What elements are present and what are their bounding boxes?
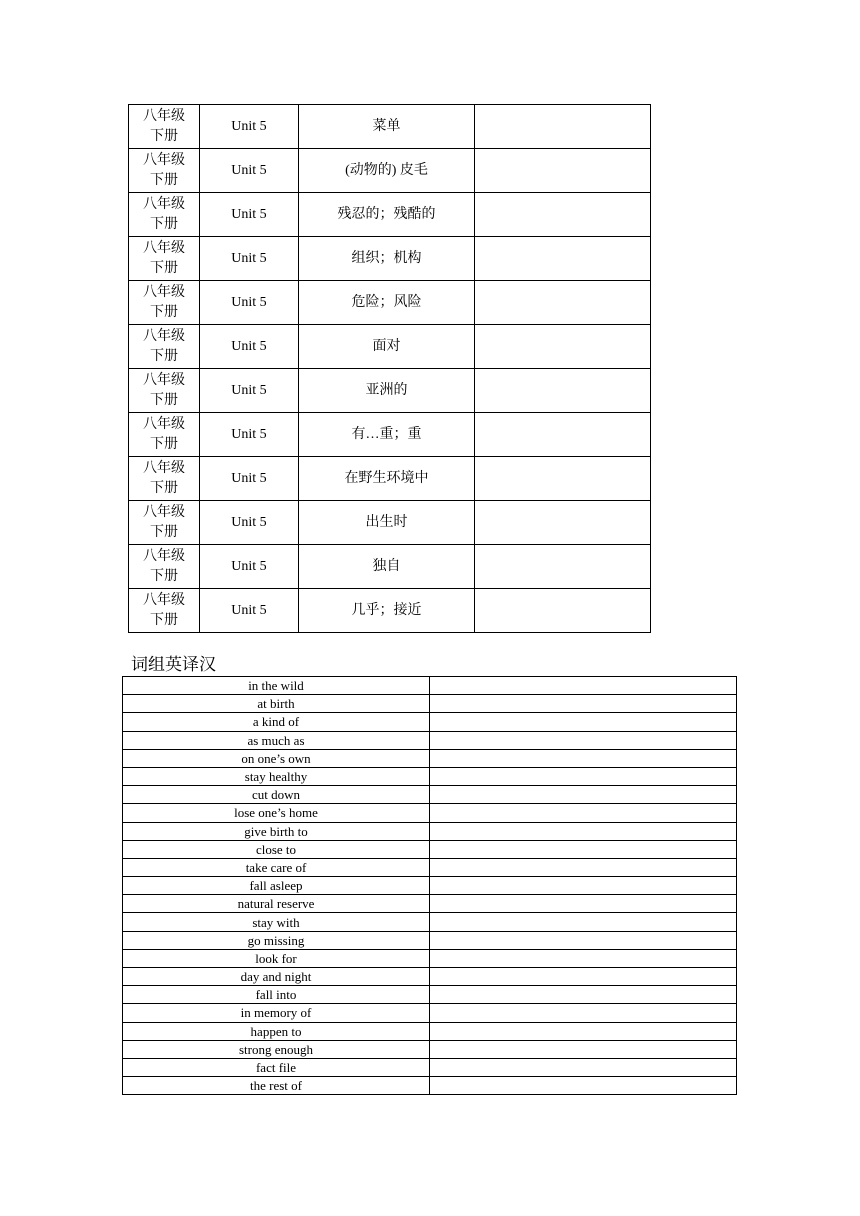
chinese-meaning-cell: 危险；风险 bbox=[299, 281, 475, 325]
phrase-row bbox=[123, 677, 737, 695]
english-phrase-cell: strong enough bbox=[123, 1040, 430, 1058]
vocab-row bbox=[129, 413, 651, 457]
phrase-translation-table bbox=[122, 676, 737, 1095]
vocab-row bbox=[129, 149, 651, 193]
grade-cell bbox=[129, 413, 200, 457]
chinese-answer-cell[interactable] bbox=[430, 1022, 737, 1040]
phrase-row bbox=[123, 822, 737, 840]
english-answer-cell[interactable] bbox=[475, 457, 651, 501]
english-phrase-cell: look for bbox=[123, 949, 430, 967]
chinese-answer-cell[interactable] bbox=[430, 786, 737, 804]
grade-line: 八年级 bbox=[143, 240, 185, 256]
unit-cell: Unit 5 bbox=[200, 237, 299, 281]
chinese-meaning-cell: 组织；机构 bbox=[299, 237, 475, 281]
chinese-answer-cell[interactable] bbox=[430, 895, 737, 913]
grade-line: 八年级 bbox=[143, 416, 185, 432]
unit-cell: Unit 5 bbox=[200, 413, 299, 457]
phrase-row bbox=[123, 986, 737, 1004]
unit-cell: Unit 5 bbox=[200, 545, 299, 589]
chinese-meaning-cell: 亚洲的 bbox=[299, 369, 475, 413]
chinese-answer-cell[interactable] bbox=[430, 968, 737, 986]
grade-line: 下册 bbox=[150, 480, 178, 496]
english-phrase-cell: a kind of bbox=[123, 713, 430, 731]
grade-line: 八年级 bbox=[143, 284, 185, 300]
phrase-row bbox=[123, 913, 737, 931]
phrase-row bbox=[123, 749, 737, 767]
phrase-row bbox=[123, 767, 737, 785]
english-answer-cell[interactable] bbox=[475, 325, 651, 369]
unit-cell: Unit 5 bbox=[200, 589, 299, 633]
english-answer-cell[interactable] bbox=[475, 501, 651, 545]
grade-cell bbox=[129, 149, 200, 193]
english-phrase-cell: on one’s own bbox=[123, 749, 430, 767]
english-answer-cell[interactable] bbox=[475, 237, 651, 281]
english-phrase-cell: take care of bbox=[123, 858, 430, 876]
chinese-answer-cell[interactable] bbox=[430, 949, 737, 967]
phrase-row bbox=[123, 877, 737, 895]
grade-cell bbox=[129, 369, 200, 413]
english-phrase-cell: fact file bbox=[123, 1058, 430, 1076]
chinese-meaning-cell: (动物的) 皮毛 bbox=[299, 149, 475, 193]
chinese-answer-cell[interactable] bbox=[430, 986, 737, 1004]
grade-line: 八年级 bbox=[143, 460, 185, 476]
grade-line: 下册 bbox=[150, 216, 178, 232]
english-phrase-cell: give birth to bbox=[123, 822, 430, 840]
vocab-row bbox=[129, 545, 651, 589]
grade-line: 下册 bbox=[150, 612, 178, 628]
english-phrase-cell: in the wild bbox=[123, 677, 430, 695]
unit-cell: Unit 5 bbox=[200, 149, 299, 193]
grade-line: 下册 bbox=[150, 348, 178, 364]
english-phrase-cell: in memory of bbox=[123, 1004, 430, 1022]
grade-line: 下册 bbox=[150, 568, 178, 584]
chinese-answer-cell[interactable] bbox=[430, 1058, 737, 1076]
english-answer-cell[interactable] bbox=[475, 281, 651, 325]
vocab-row bbox=[129, 105, 651, 149]
chinese-answer-cell[interactable] bbox=[430, 749, 737, 767]
chinese-answer-cell[interactable] bbox=[430, 1004, 737, 1022]
unit-cell: Unit 5 bbox=[200, 193, 299, 237]
unit-cell: Unit 5 bbox=[200, 325, 299, 369]
phrase-row bbox=[123, 1058, 737, 1076]
chinese-meaning-cell: 独自 bbox=[299, 545, 475, 589]
english-phrase-cell: the rest of bbox=[123, 1077, 430, 1095]
chinese-answer-cell[interactable] bbox=[430, 804, 737, 822]
unit-cell: Unit 5 bbox=[200, 457, 299, 501]
grade-line: 下册 bbox=[150, 172, 178, 188]
unit-cell: Unit 5 bbox=[200, 369, 299, 413]
grade-cell bbox=[129, 193, 200, 237]
vocab-row bbox=[129, 237, 651, 281]
phrase-row bbox=[123, 895, 737, 913]
vocab-row bbox=[129, 325, 651, 369]
vocabulary-table-body bbox=[129, 105, 651, 633]
chinese-meaning-cell: 有…重；重 bbox=[299, 413, 475, 457]
chinese-meaning-cell: 面对 bbox=[299, 325, 475, 369]
grade-cell bbox=[129, 545, 200, 589]
english-phrase-cell: natural reserve bbox=[123, 895, 430, 913]
vocabulary-table bbox=[128, 104, 651, 633]
unit-cell: Unit 5 bbox=[200, 105, 299, 149]
grade-cell bbox=[129, 237, 200, 281]
chinese-answer-cell[interactable] bbox=[430, 731, 737, 749]
english-answer-cell[interactable] bbox=[475, 369, 651, 413]
grade-cell bbox=[129, 325, 200, 369]
phrase-row bbox=[123, 1040, 737, 1058]
grade-line: 八年级 bbox=[143, 548, 185, 564]
unit-cell: Unit 5 bbox=[200, 501, 299, 545]
english-phrase-cell: as much as bbox=[123, 731, 430, 749]
grade-line: 下册 bbox=[150, 304, 178, 320]
chinese-answer-cell[interactable] bbox=[430, 1077, 737, 1095]
grade-cell bbox=[129, 589, 200, 633]
grade-cell bbox=[129, 105, 200, 149]
vocab-row bbox=[129, 501, 651, 545]
english-phrase-cell: fall asleep bbox=[123, 877, 430, 895]
english-answer-cell[interactable] bbox=[475, 105, 651, 149]
chinese-meaning-cell: 在野生环境中 bbox=[299, 457, 475, 501]
unit-cell: Unit 5 bbox=[200, 281, 299, 325]
vocab-row bbox=[129, 369, 651, 413]
chinese-answer-cell[interactable] bbox=[430, 913, 737, 931]
grade-line: 下册 bbox=[150, 392, 178, 408]
vocab-row bbox=[129, 589, 651, 633]
grade-line: 八年级 bbox=[143, 328, 185, 344]
english-phrase-cell: close to bbox=[123, 840, 430, 858]
grade-line: 八年级 bbox=[143, 504, 185, 520]
phrase-row bbox=[123, 786, 737, 804]
phrase-row bbox=[123, 949, 737, 967]
grade-cell bbox=[129, 501, 200, 545]
grade-cell bbox=[129, 457, 200, 501]
chinese-answer-cell[interactable] bbox=[430, 822, 737, 840]
phrase-section-heading: 词组英译汉 bbox=[131, 655, 216, 674]
english-phrase-cell: lose one’s home bbox=[123, 804, 430, 822]
phrase-row bbox=[123, 968, 737, 986]
chinese-answer-cell[interactable] bbox=[430, 931, 737, 949]
chinese-meaning-cell: 菜单 bbox=[299, 105, 475, 149]
grade-line: 八年级 bbox=[143, 108, 185, 124]
english-phrase-cell: stay healthy bbox=[123, 767, 430, 785]
english-phrase-cell: stay with bbox=[123, 913, 430, 931]
grade-cell bbox=[129, 281, 200, 325]
vocab-row bbox=[129, 281, 651, 325]
english-phrase-cell: fall into bbox=[123, 986, 430, 1004]
chinese-meaning-cell: 几乎；接近 bbox=[299, 589, 475, 633]
english-phrase-cell: go missing bbox=[123, 931, 430, 949]
grade-line: 八年级 bbox=[143, 196, 185, 212]
english-phrase-cell: at birth bbox=[123, 695, 430, 713]
chinese-answer-cell[interactable] bbox=[430, 767, 737, 785]
phrase-row bbox=[123, 1022, 737, 1040]
english-phrase-cell: day and night bbox=[123, 968, 430, 986]
phrase-row bbox=[123, 713, 737, 731]
english-answer-cell[interactable] bbox=[475, 589, 651, 633]
chinese-answer-cell[interactable] bbox=[430, 877, 737, 895]
chinese-meaning-cell: 残忍的；残酷的 bbox=[299, 193, 475, 237]
chinese-meaning-cell: 出生时 bbox=[299, 501, 475, 545]
grade-line: 八年级 bbox=[143, 372, 185, 388]
grade-line: 下册 bbox=[150, 128, 178, 144]
grade-line: 下册 bbox=[150, 260, 178, 276]
phrase-row bbox=[123, 695, 737, 713]
phrase-row bbox=[123, 804, 737, 822]
english-phrase-cell: happen to bbox=[123, 1022, 430, 1040]
grade-line: 八年级 bbox=[143, 152, 185, 168]
english-answer-cell[interactable] bbox=[475, 545, 651, 589]
chinese-answer-cell[interactable] bbox=[430, 695, 737, 713]
chinese-answer-cell[interactable] bbox=[430, 840, 737, 858]
english-answer-cell[interactable] bbox=[475, 193, 651, 237]
english-phrase-cell: cut down bbox=[123, 786, 430, 804]
chinese-answer-cell[interactable] bbox=[430, 713, 737, 731]
phrase-table-body bbox=[123, 677, 737, 1095]
phrase-row bbox=[123, 931, 737, 949]
phrase-row bbox=[123, 840, 737, 858]
grade-line: 下册 bbox=[150, 436, 178, 452]
grade-line: 下册 bbox=[150, 524, 178, 540]
phrase-row bbox=[123, 858, 737, 876]
chinese-answer-cell[interactable] bbox=[430, 1040, 737, 1058]
english-answer-cell[interactable] bbox=[475, 413, 651, 457]
phrase-row bbox=[123, 1077, 737, 1095]
chinese-answer-cell[interactable] bbox=[430, 858, 737, 876]
vocab-row bbox=[129, 193, 651, 237]
english-answer-cell[interactable] bbox=[475, 149, 651, 193]
phrase-row bbox=[123, 731, 737, 749]
grade-line: 八年级 bbox=[143, 592, 185, 608]
phrase-row bbox=[123, 1004, 737, 1022]
chinese-answer-cell[interactable] bbox=[430, 677, 737, 695]
vocab-row bbox=[129, 457, 651, 501]
